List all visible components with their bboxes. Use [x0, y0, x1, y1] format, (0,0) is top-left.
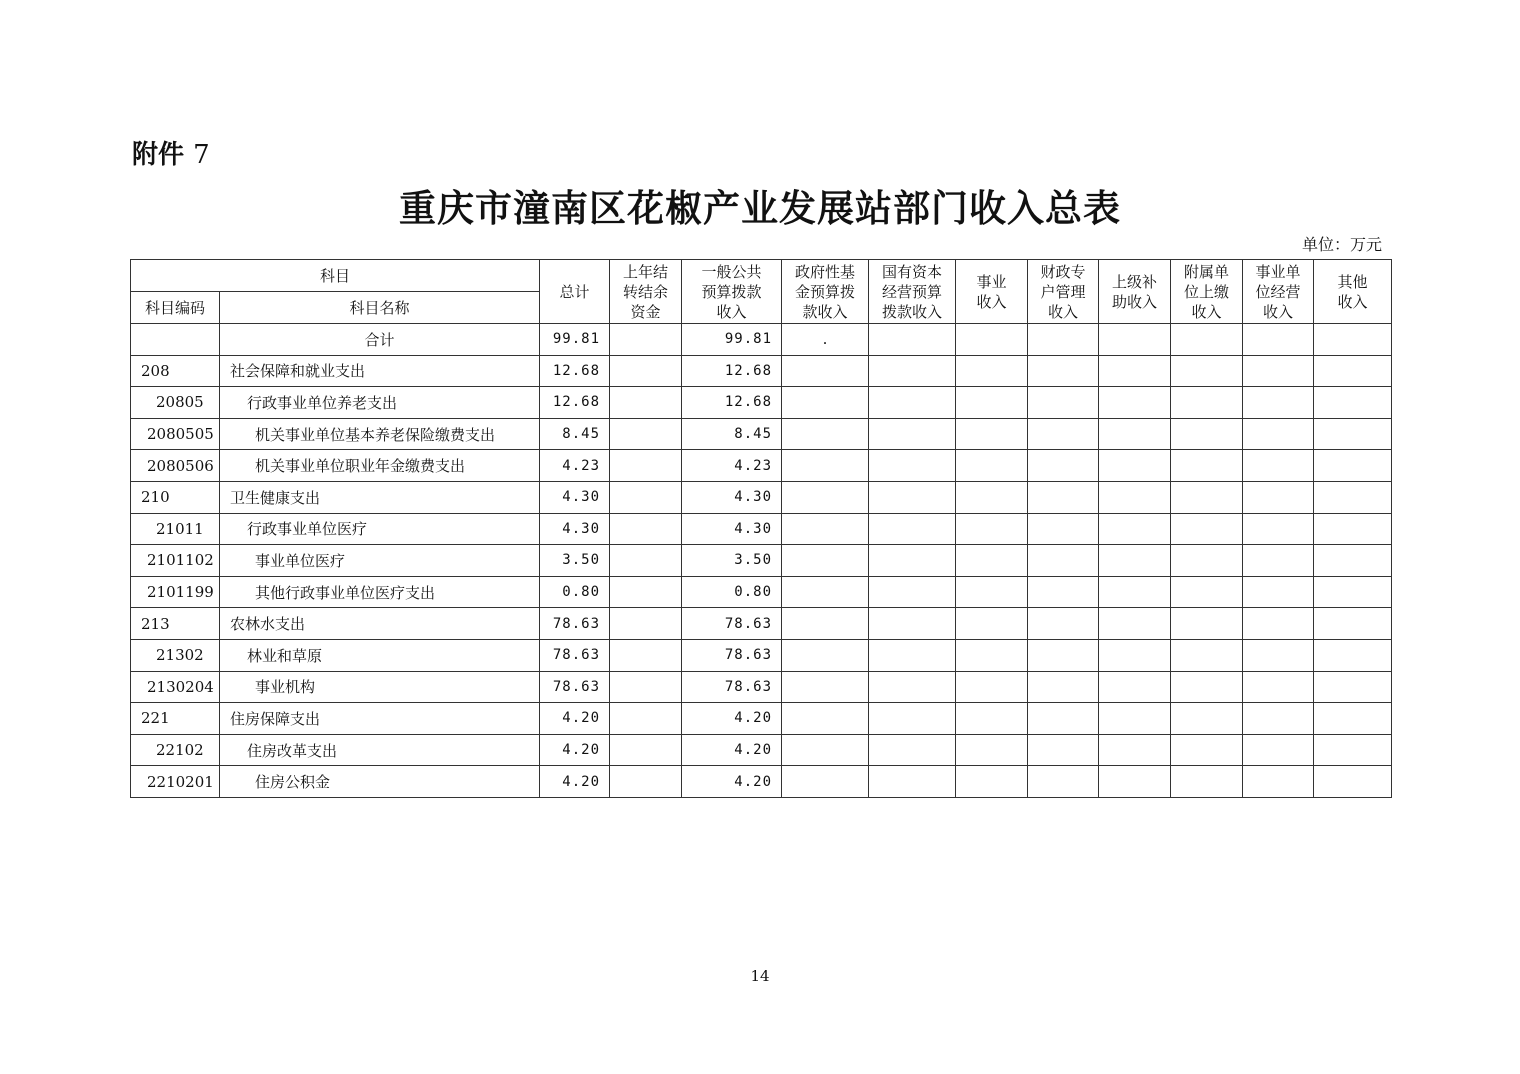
- empty-cell: [956, 545, 1028, 577]
- table-row: [131, 639, 1392, 671]
- empty-cell: [610, 387, 682, 419]
- total-cell: 4.30: [540, 481, 610, 513]
- code-cell: 2210201: [131, 766, 220, 798]
- code-cell: 21302: [131, 639, 220, 671]
- empty-cell: [869, 387, 956, 419]
- empty-cell: [1171, 703, 1243, 735]
- empty-cell: [1028, 387, 1099, 419]
- empty-cell: [610, 734, 682, 766]
- total-label: 合计: [220, 324, 540, 356]
- unit-label: 单位：万元: [1301, 235, 1382, 254]
- column-header: 一般公共 预算拨款 收入: [682, 260, 782, 324]
- empty-cell: [1171, 324, 1243, 356]
- empty-cell: [956, 639, 1028, 671]
- empty-cell: [1028, 450, 1099, 482]
- total-cell: 4.20: [540, 734, 610, 766]
- empty-cell: [1243, 671, 1314, 703]
- empty-cell: [610, 355, 682, 387]
- empty-cell: [1099, 576, 1171, 608]
- empty-cell: [782, 418, 869, 450]
- empty-cell: [782, 513, 869, 545]
- empty-cell: [869, 418, 956, 450]
- general-cell: 4.20: [682, 766, 782, 798]
- total-total-cell: 99.81: [540, 324, 610, 356]
- table-row: [131, 766, 1392, 798]
- name-cell: 住房公积金: [220, 766, 540, 798]
- empty-cell: [1028, 481, 1099, 513]
- empty-cell: [610, 513, 682, 545]
- empty-cell: [1171, 576, 1243, 608]
- empty-cell: [1243, 418, 1314, 450]
- total-fund-cell: .: [782, 324, 869, 356]
- empty-cell: [869, 671, 956, 703]
- empty-cell: [1314, 545, 1392, 577]
- general-cell: 8.45: [682, 418, 782, 450]
- total-cell: 78.63: [540, 671, 610, 703]
- table-row: [131, 734, 1392, 766]
- code-cell: 208: [131, 355, 220, 387]
- empty-cell: [1099, 703, 1171, 735]
- name-cell: 住房保障支出: [220, 703, 540, 735]
- table-row: [131, 481, 1392, 513]
- attachment-number: 7: [193, 140, 210, 170]
- empty-cell: [1243, 513, 1314, 545]
- name-cell: 林业和草原: [220, 639, 540, 671]
- general-cell: 4.30: [682, 513, 782, 545]
- empty-cell: [1028, 766, 1099, 798]
- empty-cell: [1243, 766, 1314, 798]
- empty-cell: [1243, 639, 1314, 671]
- column-header: 总计: [540, 260, 610, 324]
- empty-cell: [610, 481, 682, 513]
- empty-cell: [1314, 671, 1392, 703]
- column-header: 事业单 位经营 收入: [1243, 260, 1314, 324]
- total-general-cell: 99.81: [682, 324, 782, 356]
- empty-cell: [869, 513, 956, 545]
- empty-cell: [610, 671, 682, 703]
- column-header: 事业 收入: [956, 260, 1028, 324]
- attachment-label: [132, 134, 210, 171]
- empty-cell: [1243, 481, 1314, 513]
- name-cell: 事业机构: [220, 671, 540, 703]
- empty-cell: [782, 671, 869, 703]
- empty-cell: [1243, 324, 1314, 356]
- code-cell: 2080505: [131, 418, 220, 450]
- empty-cell: [1028, 703, 1099, 735]
- empty-cell: [956, 576, 1028, 608]
- empty-cell: [1099, 766, 1171, 798]
- empty-cell: [1314, 734, 1392, 766]
- empty-cell: [1099, 324, 1171, 356]
- empty-cell: [1314, 481, 1392, 513]
- total-row: [131, 324, 1392, 356]
- table-row: [131, 387, 1392, 419]
- empty-cell: [782, 450, 869, 482]
- total-cell: 3.50: [540, 545, 610, 577]
- empty-cell: [1314, 513, 1392, 545]
- code-cell: 21011: [131, 513, 220, 545]
- empty-cell: [1314, 608, 1392, 640]
- empty-cell: [610, 639, 682, 671]
- empty-cell: [1028, 324, 1099, 356]
- general-cell: 78.63: [682, 639, 782, 671]
- empty-cell: [1028, 513, 1099, 545]
- general-cell: 12.68: [682, 355, 782, 387]
- total-cell: 78.63: [540, 608, 610, 640]
- empty-cell: [869, 481, 956, 513]
- empty-cell: [956, 703, 1028, 735]
- column-header: 其他 收入: [1314, 260, 1392, 324]
- subject-header: 科目: [131, 260, 540, 292]
- column-header: 上级补 助收入: [1099, 260, 1171, 324]
- empty-cell: [1099, 545, 1171, 577]
- code-cell: 20805: [131, 387, 220, 419]
- empty-cell: [1099, 355, 1171, 387]
- empty-cell: [1028, 639, 1099, 671]
- total-cell: 12.68: [540, 387, 610, 419]
- table-row: [131, 450, 1392, 482]
- table-row: [131, 608, 1392, 640]
- table-row: [131, 576, 1392, 608]
- code-cell: 213: [131, 608, 220, 640]
- empty-cell: [1028, 355, 1099, 387]
- total-cell: 8.45: [540, 418, 610, 450]
- empty-cell: [956, 324, 1028, 356]
- empty-cell: [869, 576, 956, 608]
- empty-cell: [1028, 576, 1099, 608]
- column-header: 政府性基 金预算拨 款收入: [782, 260, 869, 324]
- table-row: [131, 545, 1392, 577]
- code-cell: 2101199: [131, 576, 220, 608]
- empty-cell: [610, 766, 682, 798]
- table-row: [131, 671, 1392, 703]
- empty-cell: [956, 418, 1028, 450]
- empty-cell: [1028, 418, 1099, 450]
- empty-cell: [1314, 450, 1392, 482]
- empty-cell: [869, 324, 956, 356]
- empty-cell: [782, 576, 869, 608]
- column-header: 附属单 位上缴 收入: [1171, 260, 1243, 324]
- empty-cell: [782, 639, 869, 671]
- total-carryover-cell: [610, 324, 682, 356]
- empty-cell: [782, 766, 869, 798]
- table-row: [131, 418, 1392, 450]
- total-cell: 4.30: [540, 513, 610, 545]
- empty-cell: [1171, 545, 1243, 577]
- empty-cell: [1314, 355, 1392, 387]
- empty-cell: [956, 734, 1028, 766]
- name-cell: 事业单位医疗: [220, 545, 540, 577]
- name-cell: 社会保障和就业支出: [220, 355, 540, 387]
- total-cell: 4.23: [540, 450, 610, 482]
- empty-cell: [1099, 734, 1171, 766]
- empty-cell: [956, 481, 1028, 513]
- empty-cell: [1171, 671, 1243, 703]
- column-header: 财政专 户管理 收入: [1028, 260, 1099, 324]
- empty-cell: [610, 450, 682, 482]
- empty-cell: [1171, 766, 1243, 798]
- empty-cell: [1028, 671, 1099, 703]
- empty-cell: [1171, 734, 1243, 766]
- column-header: 上年结 转结余 资金: [610, 260, 682, 324]
- empty-cell: [956, 608, 1028, 640]
- code-cell: 2130204: [131, 671, 220, 703]
- empty-cell: [1028, 545, 1099, 577]
- empty-cell: [1171, 481, 1243, 513]
- empty-cell: [610, 608, 682, 640]
- empty-cell: [869, 734, 956, 766]
- total-cell: 0.80: [540, 576, 610, 608]
- name-cell: 行政事业单位养老支出: [220, 387, 540, 419]
- name-cell: 机关事业单位职业年金缴费支出: [220, 450, 540, 482]
- total-cell: 12.68: [540, 355, 610, 387]
- income-table: [130, 259, 1392, 798]
- name-cell: 农林水支出: [220, 608, 540, 640]
- empty-cell: [1243, 734, 1314, 766]
- general-cell: 4.23: [682, 450, 782, 482]
- code-cell: 2080506: [131, 450, 220, 482]
- code-cell: 22102: [131, 734, 220, 766]
- empty-cell: [1099, 450, 1171, 482]
- empty-cell: [782, 355, 869, 387]
- empty-cell: [1099, 671, 1171, 703]
- name-header: 科目名称: [220, 292, 540, 324]
- code-cell: 210: [131, 481, 220, 513]
- page-number: 14: [750, 967, 770, 985]
- empty-cell: [1243, 608, 1314, 640]
- total-code-cell: [131, 324, 220, 356]
- empty-cell: [782, 703, 869, 735]
- empty-cell: [782, 734, 869, 766]
- empty-cell: [1171, 355, 1243, 387]
- empty-cell: [869, 450, 956, 482]
- table-row: [131, 513, 1392, 545]
- empty-cell: [1314, 703, 1392, 735]
- empty-cell: [1099, 418, 1171, 450]
- table-row: [131, 355, 1392, 387]
- general-cell: 0.80: [682, 576, 782, 608]
- empty-cell: [1099, 387, 1171, 419]
- empty-cell: [782, 545, 869, 577]
- general-cell: 78.63: [682, 671, 782, 703]
- empty-cell: [1171, 639, 1243, 671]
- empty-cell: [1171, 513, 1243, 545]
- general-cell: 4.20: [682, 734, 782, 766]
- empty-cell: [1314, 418, 1392, 450]
- empty-cell: [956, 671, 1028, 703]
- empty-cell: [1028, 608, 1099, 640]
- empty-cell: [869, 545, 956, 577]
- general-cell: 12.68: [682, 387, 782, 419]
- empty-cell: [1099, 481, 1171, 513]
- empty-cell: [869, 766, 956, 798]
- empty-cell: [1099, 639, 1171, 671]
- empty-cell: [610, 703, 682, 735]
- empty-cell: [782, 387, 869, 419]
- empty-cell: [1171, 450, 1243, 482]
- empty-cell: [1243, 576, 1314, 608]
- empty-cell: [610, 418, 682, 450]
- total-cell: 4.20: [540, 703, 610, 735]
- empty-cell: [869, 639, 956, 671]
- empty-cell: [1243, 387, 1314, 419]
- general-cell: 3.50: [682, 545, 782, 577]
- empty-cell: [1099, 608, 1171, 640]
- name-cell: 住房改革支出: [220, 734, 540, 766]
- name-cell: 行政事业单位医疗: [220, 513, 540, 545]
- code-cell: 2101102: [131, 545, 220, 577]
- total-cell: 78.63: [540, 639, 610, 671]
- empty-cell: [610, 545, 682, 577]
- empty-cell: [1314, 387, 1392, 419]
- code-cell: 221: [131, 703, 220, 735]
- empty-cell: [956, 387, 1028, 419]
- general-cell: 4.20: [682, 703, 782, 735]
- empty-cell: [956, 450, 1028, 482]
- code-header: 科目编码: [131, 292, 220, 324]
- total-cell: 4.20: [540, 766, 610, 798]
- name-cell: 其他行政事业单位医疗支出: [220, 576, 540, 608]
- empty-cell: [1171, 608, 1243, 640]
- empty-cell: [1243, 355, 1314, 387]
- empty-cell: [1099, 513, 1171, 545]
- empty-cell: [1243, 703, 1314, 735]
- empty-cell: [1314, 324, 1392, 356]
- empty-cell: [782, 608, 869, 640]
- empty-cell: [956, 766, 1028, 798]
- empty-cell: [1314, 576, 1392, 608]
- empty-cell: [1028, 734, 1099, 766]
- empty-cell: [1171, 387, 1243, 419]
- empty-cell: [782, 481, 869, 513]
- empty-cell: [869, 703, 956, 735]
- table-row: [131, 703, 1392, 735]
- general-cell: 78.63: [682, 608, 782, 640]
- empty-cell: [610, 576, 682, 608]
- empty-cell: [869, 355, 956, 387]
- empty-cell: [956, 355, 1028, 387]
- attachment-text: 附件: [132, 140, 185, 170]
- empty-cell: [1243, 450, 1314, 482]
- empty-cell: [1314, 766, 1392, 798]
- empty-cell: [1171, 418, 1243, 450]
- empty-cell: [956, 513, 1028, 545]
- empty-cell: [1314, 639, 1392, 671]
- column-header: 国有资本 经营预算 拨款收入: [869, 260, 956, 324]
- empty-cell: [1243, 545, 1314, 577]
- general-cell: 4.30: [682, 481, 782, 513]
- name-cell: 机关事业单位基本养老保险缴费支出: [220, 418, 540, 450]
- empty-cell: [869, 608, 956, 640]
- name-cell: 卫生健康支出: [220, 481, 540, 513]
- page-title: 重庆市潼南区花椒产业发展站部门收入总表: [399, 186, 1121, 230]
